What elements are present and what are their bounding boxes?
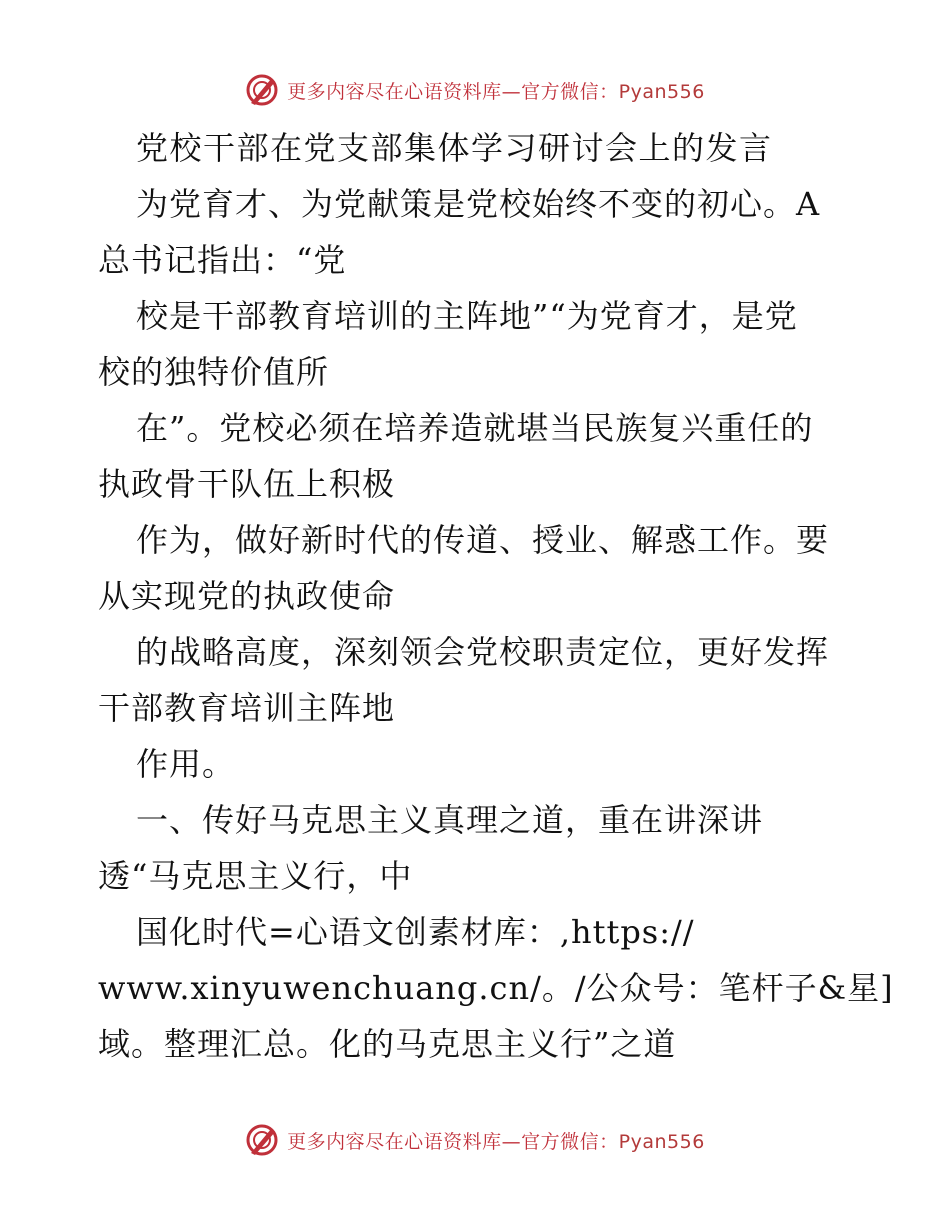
paragraph-line: 透“马克思主义行，中 <box>98 857 413 895</box>
red-pen-logo-icon <box>245 73 279 107</box>
paragraph-line: www.xinyuwenchuang.cn/。/公众号：笔杆子&星] <box>98 969 894 1007</box>
document-title: 党校干部在党支部集体学习研讨会上的发言 <box>136 129 773 167</box>
paragraph-line: 为党育才、为党献策是党校始终不变的初心。A <box>136 185 821 223</box>
section-heading-line: 一、传好马克思主义真理之道，重在讲深讲 <box>136 801 764 839</box>
banner-slogan: 更多内容尽在心语资料库—官方微信： <box>287 80 619 103</box>
paragraph-line: 的战略高度，深刻领会党校职责定位，更好发挥 <box>136 633 830 671</box>
banner-text <box>287 77 705 104</box>
wechat-id: Pyan556 <box>618 80 705 103</box>
paragraph-line: 总书记指出：“党 <box>98 241 347 279</box>
paragraph-line: 国化时代=心语文创素材库：,https:// <box>136 913 695 951</box>
paragraph-line: 校的独特价值所 <box>98 353 330 391</box>
wechat-id: Pyan556 <box>618 1130 705 1153</box>
paragraph-line: 干部教育培训主阵地 <box>98 689 396 727</box>
paragraph-line: 作用。 <box>136 745 236 783</box>
banner-text <box>287 1127 705 1154</box>
paragraph-line: 校是干部教育培训的主阵地”“为党育才，是党 <box>136 297 798 335</box>
banner-slogan: 更多内容尽在心语资料库—官方微信： <box>287 1130 619 1153</box>
footer-banner <box>0 1120 950 1160</box>
paragraph-line: 域。整理汇总。化的马克思主义行”之道 <box>98 1025 677 1063</box>
red-pen-logo-icon <box>245 1123 279 1157</box>
paragraph-line: 从实现党的执政使命 <box>98 577 396 615</box>
paragraph-line: 作为，做好新时代的传道、授业、解惑工作。要 <box>136 521 830 559</box>
paragraph-line: 在”。党校必须在培养造就堪当民族复兴重任的 <box>136 409 814 447</box>
header-banner <box>0 70 950 110</box>
paragraph-line: 执政骨干队伍上积极 <box>98 465 396 503</box>
document-body <box>98 124 894 1076</box>
